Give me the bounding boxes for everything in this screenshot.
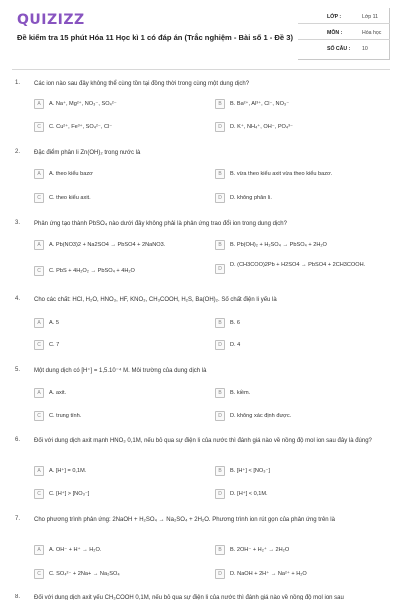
option-letter-box: B xyxy=(215,240,225,250)
option-c[interactable] xyxy=(34,264,135,278)
option-a[interactable] xyxy=(34,464,86,478)
question-stem: Cho các chất: HCl, H₂O, HNO₃, HF, KNO₃, CH₃COOH, H₂S, Ba(OH)₂. Số chất điện li yếu là xyxy=(34,297,277,303)
option-d[interactable] xyxy=(215,487,268,501)
option-text: D. không xác định được. xyxy=(230,412,292,419)
option-text: D. (CH3COO)2Pb + H2SO4 → PbSO4 + 2CH3COOH. xyxy=(230,262,366,268)
option-letter-box: C xyxy=(34,340,44,350)
question-number: 3. xyxy=(15,220,21,226)
option-text: B. 6 xyxy=(230,319,240,326)
option-letter-box: A xyxy=(34,466,44,476)
option-letter-box: D xyxy=(215,264,225,274)
question-8 xyxy=(0,594,400,600)
option-letter-box: C xyxy=(34,266,44,276)
option-text: C. theo kiểu axit. xyxy=(49,194,91,201)
option-letter-box: D xyxy=(215,489,225,499)
option-b[interactable] xyxy=(215,167,332,181)
option-text: A. axit. xyxy=(49,389,67,396)
option-letter-box: D xyxy=(215,122,225,132)
option-d[interactable] xyxy=(215,338,240,352)
option-letter-box: B xyxy=(215,388,225,398)
option-letter-box: D xyxy=(215,340,225,350)
meta-row-count xyxy=(298,42,390,56)
option-c[interactable] xyxy=(34,120,112,134)
option-a[interactable] xyxy=(34,238,165,252)
option-letter-box: C xyxy=(34,411,44,421)
option-text: A. Na⁺, Mg²⁺, NO₃⁻, SO₄²⁻ xyxy=(49,100,117,107)
option-letter-box: B xyxy=(215,99,225,109)
option-text: C. Cu²⁺, Fe³⁺, SO₄²⁻, Cl⁻ xyxy=(49,123,113,130)
option-d[interactable] xyxy=(215,120,293,134)
meta-row-class xyxy=(298,10,390,24)
option-letter-box: A xyxy=(34,99,44,109)
option-letter-box: C xyxy=(34,489,44,499)
option-d[interactable] xyxy=(215,567,307,581)
meta-key: MÔN : xyxy=(327,30,343,36)
option-letter-box: A xyxy=(34,545,44,555)
option-text: C. trung tính. xyxy=(49,412,82,419)
question-number: 6. xyxy=(15,437,21,443)
meta-value: Hóa học xyxy=(362,30,382,36)
meta-table xyxy=(298,8,390,60)
option-letter-box: A xyxy=(34,169,44,179)
option-text: B. Pb(OH)₂ + H₂SO₄ → PbSO₄ + 2H₂O xyxy=(230,241,327,248)
document-header xyxy=(0,0,400,68)
option-a[interactable] xyxy=(34,316,59,330)
option-a[interactable] xyxy=(34,543,101,557)
option-text: B. [H⁺] < [NO₃⁻] xyxy=(230,467,271,474)
option-c[interactable] xyxy=(34,338,59,352)
meta-row-subject xyxy=(298,26,390,40)
option-text: D. [H⁺] < 0,1M. xyxy=(230,490,268,497)
question-number: 5. xyxy=(15,367,21,373)
option-letter-box: B xyxy=(215,466,225,476)
question-stem: Các ion nào sau đây không thể cùng tồn tại đồng thời trong cùng một dung dịch? xyxy=(34,81,250,87)
option-b[interactable] xyxy=(215,316,240,330)
option-letter-box: C xyxy=(34,569,44,579)
option-text: C. PbS + 4H₂O₂ → PbSO₄ + 4H₂O xyxy=(49,267,135,274)
option-c[interactable] xyxy=(34,191,91,205)
option-a[interactable] xyxy=(34,97,117,111)
option-letter-box: B xyxy=(215,545,225,555)
question-stem: Một dung dịch có [H⁺] = 1,5.10⁻⁴ M. Môi trường của dung dịch là xyxy=(34,368,207,374)
option-letter-box: D xyxy=(215,411,225,421)
question-stem: Đặc điểm phân li Zn(OH)₂ trong nước là xyxy=(34,150,141,156)
option-letter-box: B xyxy=(215,318,225,328)
question-stem: Phản ứng tạo thành PbSO₄ nào dưới đây không phải là phản ứng trao đổi ion trong dung dịch? xyxy=(34,221,287,227)
option-letter-box: C xyxy=(34,122,44,132)
question-number: 4. xyxy=(15,296,21,302)
option-text: B. 2OH⁻ + H₂⁺ → 2H₂O xyxy=(230,546,290,553)
question-number: 1. xyxy=(15,80,21,86)
option-text: D. K⁺, NH₄⁺, OH⁻, PO₄³⁻ xyxy=(230,123,293,130)
question-stem: Đối với dung dịch axit yếu CH₃COOH 0,1M, nếu bỏ qua sự điện li của nước thì đánh giá nào về nồng độ mol ion sau xyxy=(34,595,344,600)
option-letter-box: A xyxy=(34,318,44,328)
option-text: A. theo kiểu bazơ xyxy=(49,170,93,177)
option-c[interactable] xyxy=(34,567,120,581)
option-text: A. Pb(NO3)2 + Na2SO4 → PbSO4 + 2NaNO3. xyxy=(49,241,166,248)
meta-key: SỐ CÂU : xyxy=(327,46,351,52)
option-b[interactable] xyxy=(215,464,270,478)
option-c[interactable] xyxy=(34,409,81,423)
option-text: C. 7 xyxy=(49,341,60,348)
option-a[interactable] xyxy=(34,386,66,400)
question-number: 8. xyxy=(15,594,21,600)
option-d[interactable] xyxy=(215,191,272,205)
option-letter-box: D xyxy=(215,569,225,579)
option-text: D. không phân li. xyxy=(230,194,272,201)
option-letter-box: A xyxy=(34,388,44,398)
option-text: D. NaOH + 2H⁺ → Na²⁺ + H₂O xyxy=(230,570,307,577)
option-text: B. Ba²⁺, Al³⁺, Cl⁻, NO₃⁻ xyxy=(230,100,290,107)
question-stem: Cho phương trình phản ứng: 2NaOH + H₂SO₄ → Na₂SO₄ + 2H₂O. Phương trình ion rút gọn của phản ứng trên là xyxy=(34,517,335,523)
meta-value: 10 xyxy=(362,46,368,52)
question-number: 2. xyxy=(15,149,21,155)
meta-key: LỚP : xyxy=(327,14,342,20)
option-c[interactable] xyxy=(34,487,89,501)
option-text: C. [H⁺] > [NO₃⁻] xyxy=(49,490,90,497)
option-text: A. [H⁺] = 0,1M. xyxy=(49,467,87,474)
document-title: Đề kiểm tra 15 phút Hóa 11 Học kì 1 có đáp án (Trắc nghiệm - Bài số 1 - Đề 3) xyxy=(17,33,293,42)
option-text: C. SO₄²⁻ + 2Na+ → Na₂SO₄ xyxy=(49,570,120,577)
option-d[interactable] xyxy=(215,261,380,281)
option-text: D. 4 xyxy=(230,341,241,348)
meta-value: Lớp 11 xyxy=(362,14,378,20)
option-text: A. 5 xyxy=(49,319,59,326)
option-letter-box: B xyxy=(215,169,225,179)
option-letter-box: A xyxy=(34,240,44,250)
option-d[interactable] xyxy=(215,409,291,423)
option-b[interactable] xyxy=(215,543,289,557)
option-letter-box: D xyxy=(215,193,225,203)
header-divider xyxy=(12,69,390,70)
question-number: 7. xyxy=(15,516,21,522)
option-text: B. kiềm. xyxy=(230,389,251,396)
option-text: A. OH⁻ + H⁺ → H₂O. xyxy=(49,546,102,553)
option-text: B. vừa theo kiểu axit vừa theo kiểu bazơ. xyxy=(230,170,333,177)
question-stem: Đối với dung dịch axit mạnh HNO₃ 0,1M, nếu bỏ qua sự điện li của nước thì đánh giá nào về nồng độ mol ion sau đây là đúng? xyxy=(34,438,372,444)
option-b[interactable] xyxy=(215,386,250,400)
option-letter-box: C xyxy=(34,193,44,203)
option-b[interactable] xyxy=(215,97,289,111)
quizizz-logo: QUIZIZZ xyxy=(17,12,85,28)
option-b[interactable] xyxy=(215,238,327,252)
option-a[interactable] xyxy=(34,167,93,181)
